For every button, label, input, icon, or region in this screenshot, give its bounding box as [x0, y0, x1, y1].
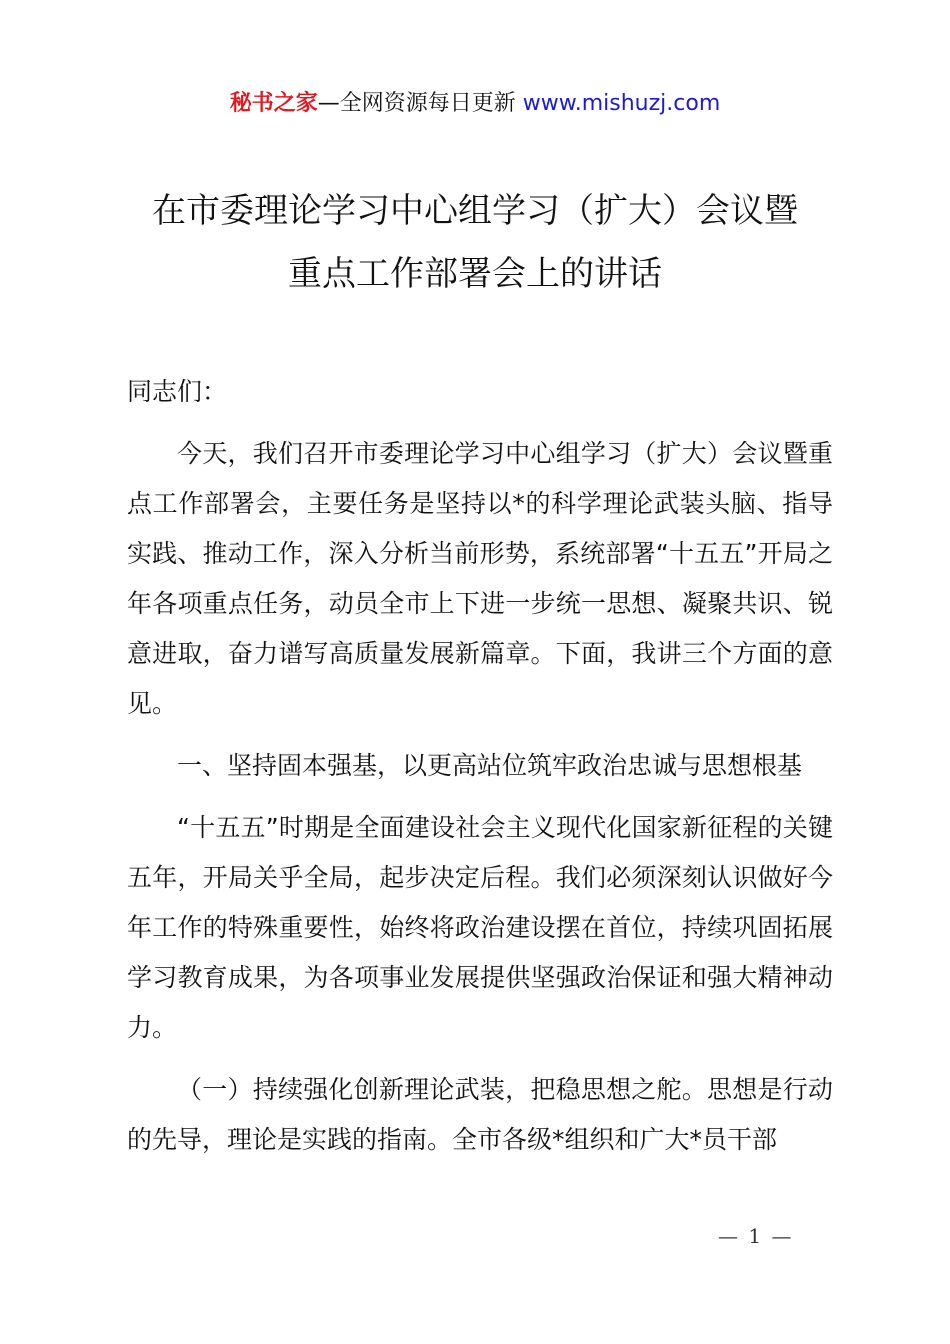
site-banner — [0, 88, 950, 120]
banner-tagline: —全网资源每日更新 — [317, 91, 516, 116]
salutation: 同志们： — [127, 377, 228, 406]
site-url-link[interactable]: www.mishuzj.com — [522, 91, 721, 116]
document-body — [127, 367, 833, 1177]
section-heading-1: 一、坚持固本强基，以更高站位筑牢政治忠诚与思想根基 — [177, 751, 803, 780]
brand-name: 秘书之家 — [229, 91, 318, 116]
page-number: — 1 — — [718, 1224, 794, 1248]
title-line-1: 在市委理论学习中心组学习（扩大）会议暨 — [152, 191, 798, 231]
title-line-2: 重点工作部署会上的讲话 — [288, 254, 662, 294]
document-title — [100, 180, 850, 306]
paragraph-section-1: “十五五”时期是全面建设社会主义现代化国家新征程的关键五年，开局关乎全局，起步决定后程。我们必须深刻认识做好今年工作的特殊重要性，始终将政治建设摆在首位，持续巩固拓展学习教育成果，为各项事业发展提供坚强政治保证和强大精神动力。 — [127, 813, 833, 1042]
paragraph-subsection-1: （一）持续强化创新理论武装，把稳思想之舵。思想是行动的先导，理论是实践的指南。全市各级*组织和广大*员干部 — [127, 1075, 833, 1154]
paragraph-intro: 今天，我们召开市委理论学习中心组学习（扩大）会议暨重点工作部署会，主要任务是坚持以*的科学理论武装头脑、指导实践、推动工作，深入分析当前形势，系统部署“十五五”开局之年各项重点任务，动员全市上下进一步统一思想、凝聚共识、锐意进取，奋力谱写高质量发展新篇章。下面，我讲三个方面的意见。 — [127, 439, 833, 718]
